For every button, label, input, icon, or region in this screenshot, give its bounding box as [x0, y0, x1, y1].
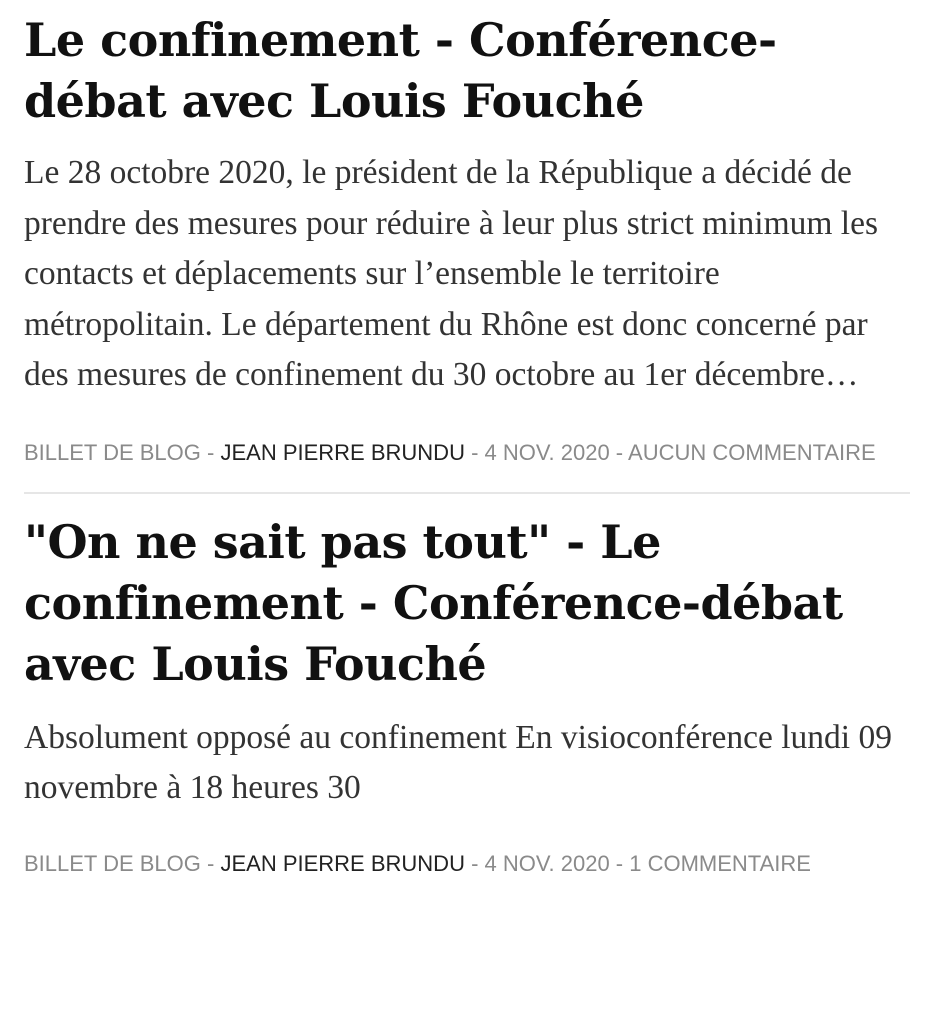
comments-link[interactable]: AUCUN COMMENTAIRE — [628, 439, 876, 465]
comments-link[interactable]: 1 COMMENTAIRE — [629, 850, 811, 876]
article-divider — [24, 492, 910, 494]
meta-separator: - — [464, 850, 485, 876]
article-excerpt: Absolument opposé au confinement En visioconférence lundi 09 novembre à 18 heures 30 — [24, 718, 892, 806]
author-link[interactable]: JEAN PIERRE BRUNDU — [220, 439, 465, 465]
article-date: 4 NOV. 2020 — [484, 850, 610, 876]
article-card — [24, 10, 912, 468]
article-excerpt: Le 28 octobre 2020, le président de la République a décidé de prendre des mesures pour réduire à leur plus strict minimum les contacts et déplacements sur l’ensemble le territoire métropolitain. Le département du Rhône est donc concerné par des mesures de confinement du 30 octobre au 1er décembre… — [24, 154, 879, 393]
meta-separator: - — [200, 439, 221, 465]
meta-separator: - — [200, 850, 221, 876]
article-title[interactable]: Le confinement - Conférence-débat avec Louis Fouché — [24, 13, 777, 128]
article-meta — [24, 437, 912, 468]
article-meta — [24, 848, 912, 879]
article-feed — [24, 10, 912, 879]
article-type: BILLET DE BLOG — [24, 439, 201, 465]
article-card — [24, 512, 912, 879]
article-title[interactable]: "On ne sait pas tout" - Le confinement - Conférence-débat avec Louis Fouché — [24, 514, 843, 691]
meta-separator: - — [464, 439, 485, 465]
author-link[interactable]: JEAN PIERRE BRUNDU — [220, 850, 465, 876]
article-type: BILLET DE BLOG — [24, 850, 201, 876]
meta-separator: - — [609, 439, 629, 465]
meta-separator: - — [609, 850, 630, 876]
article-date: 4 NOV. 2020 — [484, 439, 610, 465]
